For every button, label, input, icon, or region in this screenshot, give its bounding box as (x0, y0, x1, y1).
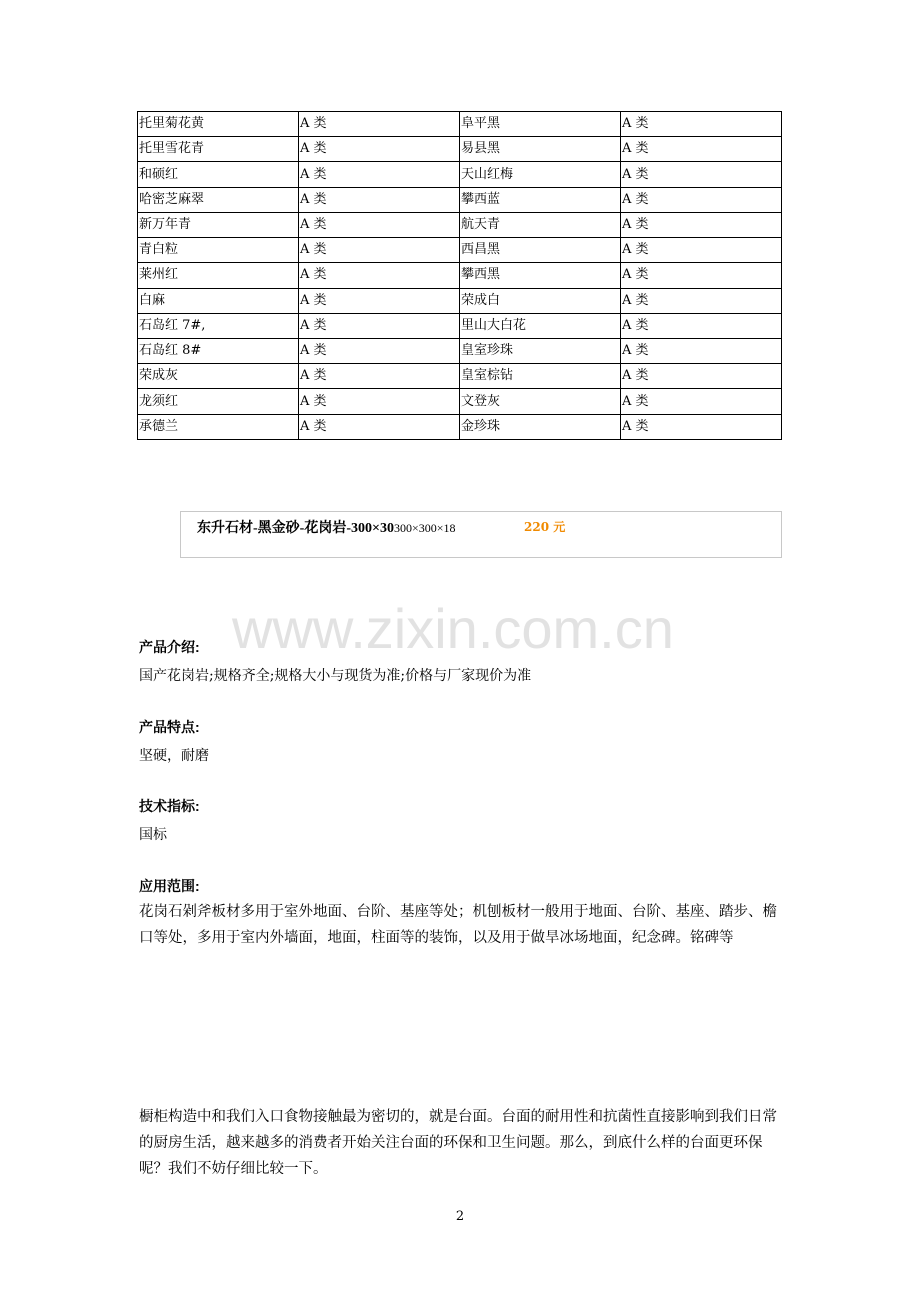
product-title-text[interactable]: 东升石材-黑金砂-花岗岩-300×30 (197, 521, 394, 536)
table-row (138, 288, 782, 313)
product-title[interactable] (197, 517, 456, 537)
closing-paragraph: 橱柜构造中和我们入口食物接触最为密切的，就是台面。台面的耐用性和抗菌性直接影响到我们日常的厨房生活，越来越多的消费者开始关注台面的环保和卫生问题。那么，到底什么样的台面更环保呢？我们不妨仔细比较一下。 (139, 1109, 777, 1177)
grade-cell: A 类 (621, 364, 782, 389)
stone-name-cell: 天山红梅 (460, 162, 621, 187)
stone-name-cell: 皇室棕钻 (460, 364, 621, 389)
stone-name-cell: 和硕红 (138, 162, 299, 187)
grade-cell: A 类 (621, 313, 782, 338)
stone-name-cell: 荣成白 (460, 288, 621, 313)
stone-name-cell: 石岛红 7#, (138, 313, 299, 338)
watermark: www.zixin.com.cn (232, 597, 674, 660)
stone-name-cell: 石岛红 8# (138, 338, 299, 363)
stone-name-cell: 白麻 (138, 288, 299, 313)
stone-grade-table (137, 111, 782, 440)
product-price: 220 元 (524, 520, 566, 534)
grade-cell: A 类 (621, 112, 782, 137)
stone-name-cell: 龙须红 (138, 389, 299, 414)
tech-heading: 技术指标: (139, 798, 200, 814)
grade-cell: A 类 (299, 263, 460, 288)
grade-cell: A 类 (299, 364, 460, 389)
intro-heading: 产品介绍: (139, 639, 200, 655)
stone-name-cell: 荣成灰 (138, 364, 299, 389)
grade-cell: A 类 (299, 389, 460, 414)
grade-cell: A 类 (299, 414, 460, 439)
grade-cell: A 类 (621, 338, 782, 363)
stone-name-cell: 哈密芝麻翠 (138, 187, 299, 212)
grade-cell: A 类 (299, 212, 460, 237)
stone-grade-table-body (138, 112, 782, 440)
grade-cell: A 类 (621, 389, 782, 414)
grade-cell: A 类 (621, 137, 782, 162)
grade-cell: A 类 (621, 212, 782, 237)
table-row (138, 112, 782, 137)
features-body: 坚硬，耐磨 (139, 748, 209, 764)
stone-name-cell: 莱州红 (138, 263, 299, 288)
stone-name-cell: 攀西蓝 (460, 187, 621, 212)
grade-cell: A 类 (621, 288, 782, 313)
table-row (138, 263, 782, 288)
grade-cell: A 类 (621, 263, 782, 288)
table-row (138, 212, 782, 237)
table-row (138, 187, 782, 212)
grade-cell: A 类 (299, 338, 460, 363)
product-spec: 300×300×18 (393, 521, 456, 535)
table-row (138, 338, 782, 363)
grade-cell: A 类 (621, 238, 782, 263)
stone-name-cell: 攀西黑 (460, 263, 621, 288)
stone-name-cell: 金珍珠 (460, 414, 621, 439)
table-row (138, 414, 782, 439)
grade-cell: A 类 (299, 162, 460, 187)
stone-name-cell: 托里菊花黄 (138, 112, 299, 137)
grade-cell: A 类 (299, 112, 460, 137)
usage-body: 花岗石剁斧板材多用于室外地面、台阶、基座等处；机刨板材一般用于地面、台阶、基座、踏步、檐口等处，多用于室内外墙面，地面，柱面等的装饰，以及用于做旱冰场地面，纪念碑。铭碑等 (139, 904, 777, 946)
table-row (138, 162, 782, 187)
product-box (180, 511, 782, 558)
stone-name-cell: 航天青 (460, 212, 621, 237)
grade-cell: A 类 (299, 288, 460, 313)
grade-cell: A 类 (621, 187, 782, 212)
table-row (138, 364, 782, 389)
table-row (138, 389, 782, 414)
stone-name-cell: 西昌黑 (460, 238, 621, 263)
features-heading: 产品特点: (139, 719, 200, 735)
stone-name-cell: 易县黑 (460, 137, 621, 162)
stone-name-cell: 文登灰 (460, 389, 621, 414)
grade-cell: A 类 (299, 238, 460, 263)
grade-cell: A 类 (299, 313, 460, 338)
stone-name-cell: 里山大白花 (460, 313, 621, 338)
grade-cell: A 类 (621, 162, 782, 187)
intro-body: 国产花岗岩;规格齐全;规格大小与现货为准;价格与厂家现价为准 (139, 668, 532, 684)
stone-name-cell: 青白粒 (138, 238, 299, 263)
stone-name-cell: 托里雪花青 (138, 137, 299, 162)
grade-cell: A 类 (299, 137, 460, 162)
table-row (138, 238, 782, 263)
table-row (138, 313, 782, 338)
table-row (138, 137, 782, 162)
stone-name-cell: 阜平黑 (460, 112, 621, 137)
usage-heading: 应用范围: (139, 878, 200, 894)
grade-cell: A 类 (621, 414, 782, 439)
tech-body: 国标 (139, 827, 167, 843)
page-number: 2 (455, 1209, 465, 1224)
stone-name-cell: 承德兰 (138, 414, 299, 439)
stone-name-cell: 新万年青 (138, 212, 299, 237)
stone-name-cell: 皇室珍珠 (460, 338, 621, 363)
grade-cell: A 类 (299, 187, 460, 212)
